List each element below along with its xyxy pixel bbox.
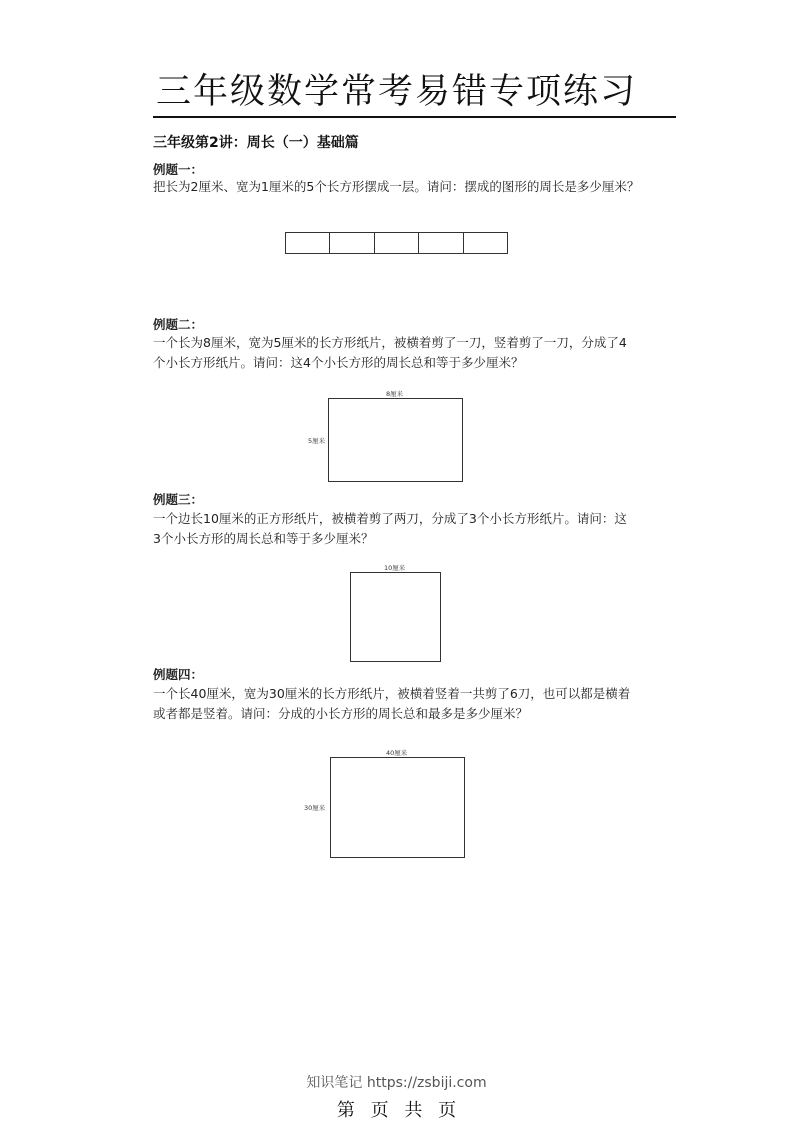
lesson-title: 三年级第2讲：周长（一）基础篇 (153, 135, 359, 151)
small-rectangle (285, 232, 330, 254)
example-2-line-2: 个小长方形纸片。请问：这4个小长方形的周长总和等于多少厘米？ (153, 355, 524, 370)
example-2-rectangle (328, 398, 463, 482)
example-3-side-label: 10厘米 (384, 564, 406, 572)
example-1-label: 例题一： (153, 162, 204, 177)
example-4-line-1: 一个长40厘米，宽为30厘米的长方形纸片，被横着竖着一共剪了6刀，也可以都是横着 (153, 686, 631, 701)
small-rectangle (464, 232, 508, 254)
small-rectangle (330, 232, 374, 254)
page-title: 三年级数学常考易错专项练习 (155, 72, 637, 112)
example-2-line-1: 一个长为8厘米，宽为5厘米的长方形纸片，被横着剪了一刀，竖着剪了一刀，分成了4 (153, 335, 627, 350)
example-2-width-label: 5厘米 (308, 437, 326, 445)
example-2-length-label: 8厘米 (386, 390, 404, 398)
footer-page-number: 第 页 共 页 (336, 1100, 457, 1121)
example-4-line-2: 或者都是竖着。请问：分成的小长方形的周长总和最多是多少厘米？ (153, 706, 529, 721)
example-3-line-1: 一个边长10厘米的正方形纸片，被横着剪了两刀，分成了3个小长方形纸片。请问：这 (153, 511, 627, 526)
example-3-line-2: 3个小长方形的周长总和等于多少厘米？ (153, 531, 374, 546)
example-4-label: 例题四： (153, 667, 204, 682)
example-4-length-label: 40厘米 (386, 749, 408, 757)
example-2-text (153, 333, 678, 373)
title-divider (153, 116, 676, 118)
example-1-figure (285, 232, 508, 254)
example-3-label: 例题三： (153, 492, 204, 507)
example-4-rectangle (330, 757, 465, 858)
example-4-width-label: 30厘米 (304, 804, 326, 812)
footer-site-link[interactable]: 知识笔记 https://zsbiji.com (306, 1075, 487, 1091)
example-4-text (153, 684, 678, 724)
example-1-line-1: 把长为2厘米、宽为1厘米的5个长方形摆成一层。请问：摆成的图形的周长是多少厘米？ (153, 179, 640, 194)
example-3-text (153, 509, 678, 549)
small-rectangle (375, 232, 419, 254)
small-rectangle (419, 232, 463, 254)
example-1-text (153, 177, 678, 197)
example-2-label: 例题二： (153, 317, 204, 332)
example-3-square (350, 572, 441, 662)
